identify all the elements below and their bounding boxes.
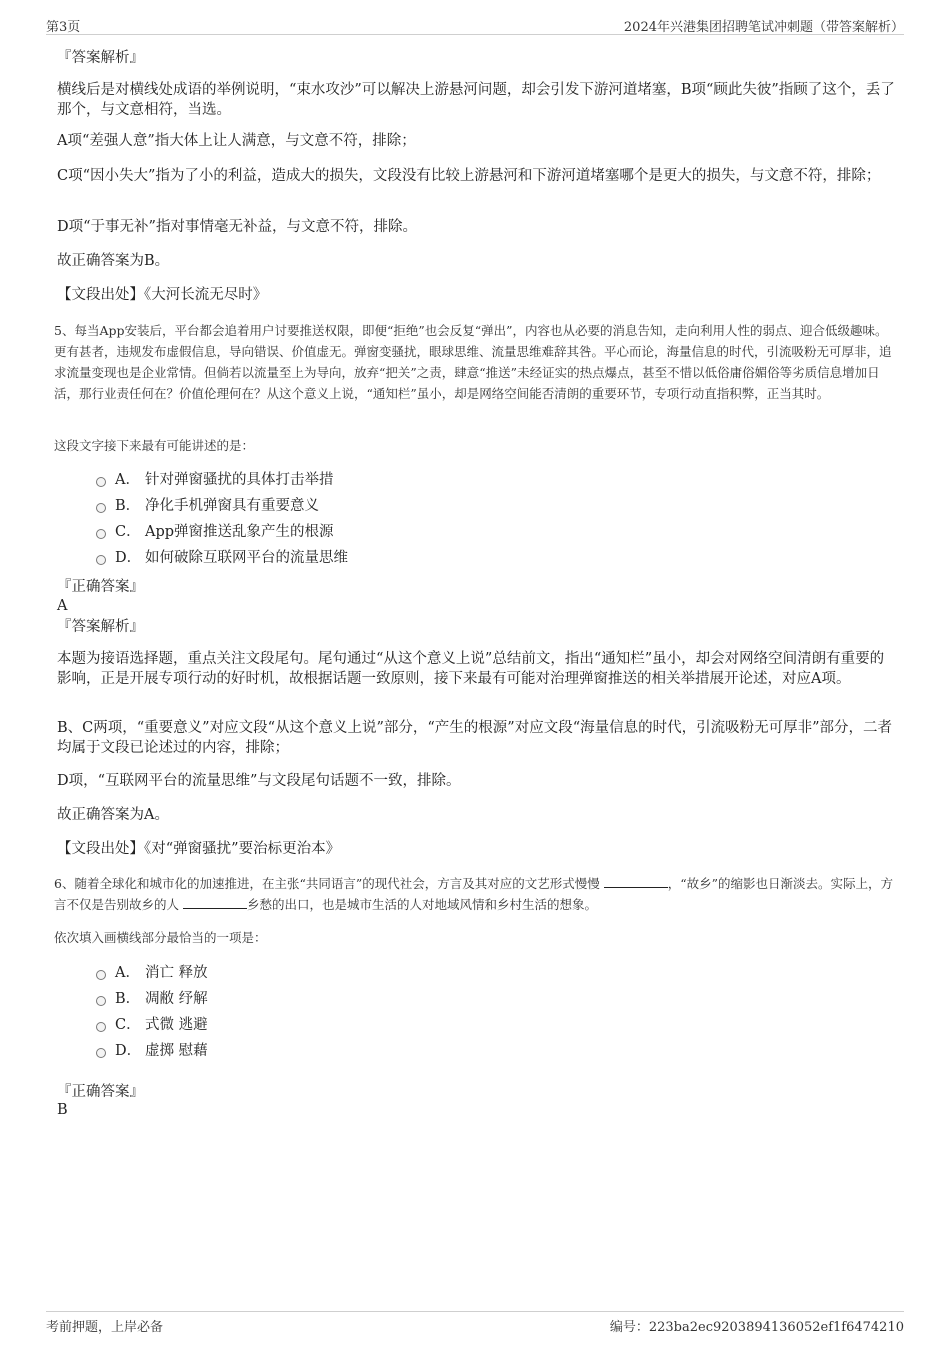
q6-option-d[interactable]: D． 虚掷 慰藉 (96, 1041, 208, 1061)
q5-analysis-para2: B、C两项，“重要意义”对应文段“从这个意义上说”部分，“产生的根源”对应文段“海量信息的时代，引流吸粉无可厚非”部分，二者均属于文段已论述过的内容，排除； (57, 720, 893, 756)
radio-icon[interactable] (96, 1048, 106, 1058)
q6-option-a[interactable]: A． 消亡 释放 (96, 963, 208, 983)
q4-analysis-para3: C项“因小失大”指为了小的利益，造成大的损失，文段没有比较上游悬河和下游河道堵塞哪个是更大的损失，与文意不符，排除； (57, 168, 881, 184)
q5-analysis-label: 『答案解析』 (57, 619, 144, 635)
radio-icon[interactable] (96, 996, 106, 1006)
q4-source: 【文段出处】《大河长流无尽时》 (57, 287, 268, 303)
page-number: 第3页 (46, 20, 81, 35)
radio-icon[interactable] (96, 477, 106, 487)
q6-answer-label: 『正确答案』 (57, 1084, 144, 1100)
q4-analysis-label: 『答案解析』 (57, 50, 144, 66)
page-header (46, 14, 904, 35)
radio-icon[interactable] (96, 1022, 106, 1032)
q4-analysis-para1: 横线后是对横线处成语的举例说明，“束水攻沙”可以解决上游悬河问题，却会引发下游河道堵塞，B项“顾此失彼”指顾了这个，丢了那个，与文意相符，当选。 (57, 82, 895, 118)
q5-option-c[interactable]: C． App弹窗推送乱象产生的根源 (96, 522, 334, 542)
q6-stem: 6、随着全球化和城市化的加速推进，在主张“共同语言”的现代社会，方言及其对应的文艺形式慢慢 ，“故乡”的缩影也日渐淡去。实际上，方言不仅是告别故乡的人 乡愁的出口，也是城市生活的人对地域风情和乡村生活的想象。 (54, 876, 894, 912)
q5-option-b[interactable]: B． 净化手机弹窗具有重要意义 (96, 496, 319, 516)
q6-option-b[interactable]: B． 凋敝 纾解 (96, 989, 208, 1009)
radio-icon[interactable] (96, 970, 106, 980)
document-title: 2024年兴港集团招聘笔试冲刺题（带答案解析） (623, 20, 904, 35)
page-footer (46, 1311, 904, 1336)
q6-prompt: 依次填入画横线部分最恰当的一项是： (54, 930, 267, 945)
q5-stem: 5、每当App安装后，平台都会追着用户讨要推送权限，即便“拒绝”也会反复“弹出”，内容也从必要的消息告知，走向利用人性的弱点、迎合低级趣味。更有甚者，违规发布虚假信息，导向错误、价值虚无。弹窗变骚扰，眼球思维、流量思维难辞其咎。平心而论，海量信息的时代，引流吸粉无可厚非，追求流量变现也是企业常情。但倘若以流量至上为导向，放弃“把关”之责，肆意“推送”未经证实的热点爆点，甚至不惜以低俗庸俗媚俗等劣质信息增加日活，那行业责任何在？价值伦理何在？从这个意义上说，“通知栏”虽小，却是网络空间能否清朗的重要环节，专项行动直指积弊，正当其时。 (54, 323, 892, 401)
q5-source: 【文段出处】《对“弹窗骚扰”要治标更治本》 (57, 841, 341, 857)
q4-conclusion: 故正确答案为B。 (57, 253, 170, 269)
q5-option-d[interactable]: D． 如何破除互联网平台的流量思维 (96, 548, 348, 568)
q4-analysis-para4: D项“于事无补”指对事情毫无补益，与文意不符，排除。 (57, 219, 417, 235)
q5-conclusion: 故正确答案为A。 (57, 807, 169, 823)
q5-prompt: 这段文字接下来最有可能讲述的是： (54, 438, 255, 453)
footer-slogan: 考前押题，上岸必备 (46, 1320, 164, 1335)
radio-icon[interactable] (96, 555, 106, 565)
q6-option-c[interactable]: C． 式微 逃避 (96, 1015, 208, 1035)
fill-blank-2 (183, 896, 247, 909)
q4-analysis-para2: A项“差强人意”指大体上让人满意，与文意不符，排除； (57, 133, 416, 149)
footer-serial: 编号：223ba2ec9203894136052ef1f6474210 (609, 1320, 904, 1335)
q5-analysis-para3: D项，“互联网平台的流量思维”与文段尾句话题不一致，排除。 (57, 773, 461, 789)
q6-answer: B (57, 1102, 68, 1118)
q5-option-a[interactable]: A． 针对弹窗骚扰的具体打击举措 (96, 470, 334, 490)
fill-blank-1 (604, 875, 668, 888)
radio-icon[interactable] (96, 503, 106, 513)
q5-answer-label: 『正确答案』 (57, 579, 144, 595)
radio-icon[interactable] (96, 529, 106, 539)
q5-analysis-para1: 本题为接语选择题，重点关注文段尾句。尾句通过“从这个意义上说”总结前文，指出“通知栏”虽小，却会对网络空间清朗有重要的影响，正是开展专项行动的好时机，故根据话题一致原则，接下来最有可能对治理弹窗推送的相关举措展开论述，对应A项。 (57, 651, 885, 687)
q5-answer: A (57, 598, 68, 614)
